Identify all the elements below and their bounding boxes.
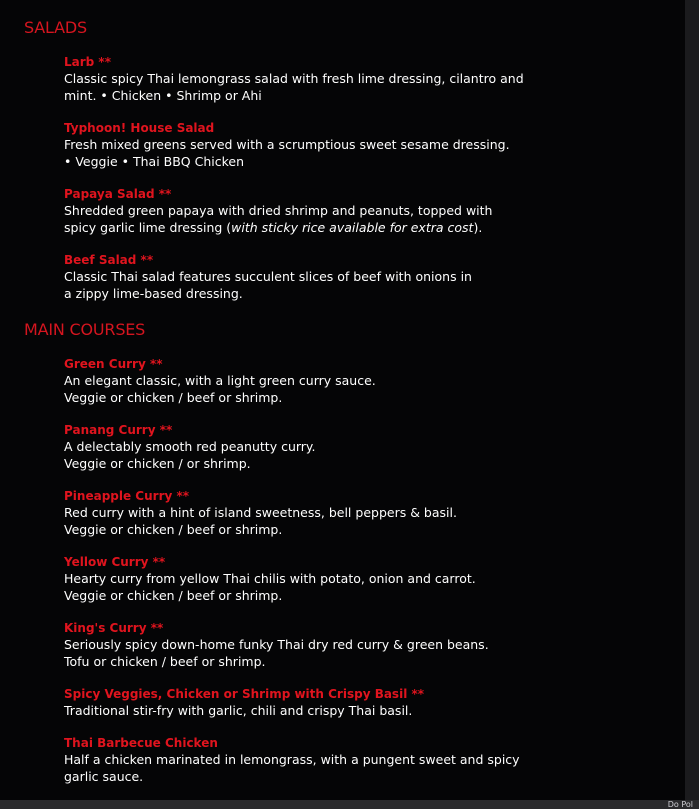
- menu-item-description: Hearty curry from yellow Thai chilis with potato, onion and carrot. Veggie or chicken / beef or shrimp.: [64, 571, 476, 603]
- menu-item: [64, 620, 664, 670]
- menu-item-description: A delectably smooth red peanutty curry. Veggie or chicken / or shrimp.: [64, 439, 316, 471]
- menu-item-description: An elegant classic, with a light green curry sauce. Veggie or chicken / beef or shrimp.: [64, 373, 376, 405]
- menu-item-description: Fresh mixed greens served with a scrumptious sweet sesame dressing. • Veggie • Thai BBQ Chicken: [64, 137, 510, 169]
- menu-item-name: King's Curry **: [64, 621, 164, 635]
- window-right-border: [685, 0, 699, 800]
- menu-item-name: Pineapple Curry **: [64, 489, 190, 503]
- section-heading-salads: SALADS: [24, 18, 87, 37]
- menu-item: [64, 554, 664, 604]
- status-bar: [0, 800, 699, 809]
- menu-item: [64, 186, 664, 236]
- menu-item: [64, 252, 664, 302]
- menu-item: [64, 488, 664, 538]
- status-bar-text: Do Pol: [667, 800, 693, 809]
- menu-item-description: Red curry with a hint of island sweetness, bell peppers & basil. Veggie or chicken / beef or shrimp.: [64, 505, 457, 537]
- menu-item-name: Typhoon! House Salad: [64, 121, 215, 135]
- menu-item: [64, 735, 664, 785]
- menu-item: [64, 686, 664, 719]
- menu-item-name: Spicy Veggies, Chicken or Shrimp with Crispy Basil **: [64, 687, 425, 701]
- menu-item-description: Classic Thai salad features succulent slices of beef with onions in a zippy lime-based dressing.: [64, 269, 472, 301]
- menu-item-name: Beef Salad **: [64, 253, 154, 267]
- menu-item: [64, 356, 664, 406]
- menu-item: [64, 120, 664, 170]
- menu-item: [64, 54, 664, 104]
- menu-item-name: Papaya Salad **: [64, 187, 172, 201]
- menu-item-description: Seriously spicy down-home funky Thai dry red curry & green beans. Tofu or chicken / beef or shrimp.: [64, 637, 489, 669]
- menu-item-name: Larb **: [64, 55, 111, 69]
- menu-item-description: Shredded green papaya with dried shrimp and peanuts, topped with spicy garlic lime dressing (with sticky rice available for extra cost).: [64, 203, 493, 235]
- menu-item: [64, 422, 664, 472]
- menu-item-description: Half a chicken marinated in lemongrass, with a pungent sweet and spicy garlic sauce.: [64, 752, 520, 784]
- menu-item-name: Green Curry **: [64, 357, 163, 371]
- menu-item-name: Yellow Curry **: [64, 555, 166, 569]
- menu-item-name: Panang Curry **: [64, 423, 173, 437]
- menu-item-name: Thai Barbecue Chicken: [64, 736, 218, 750]
- menu-item-description: Classic spicy Thai lemongrass salad with fresh lime dressing, cilantro and mint. • Chicken • Shrimp or Ahi: [64, 71, 524, 103]
- section-heading-main-courses: MAIN COURSES: [24, 320, 146, 339]
- menu-item-description: Traditional stir-fry with garlic, chili and crispy Thai basil.: [64, 703, 413, 718]
